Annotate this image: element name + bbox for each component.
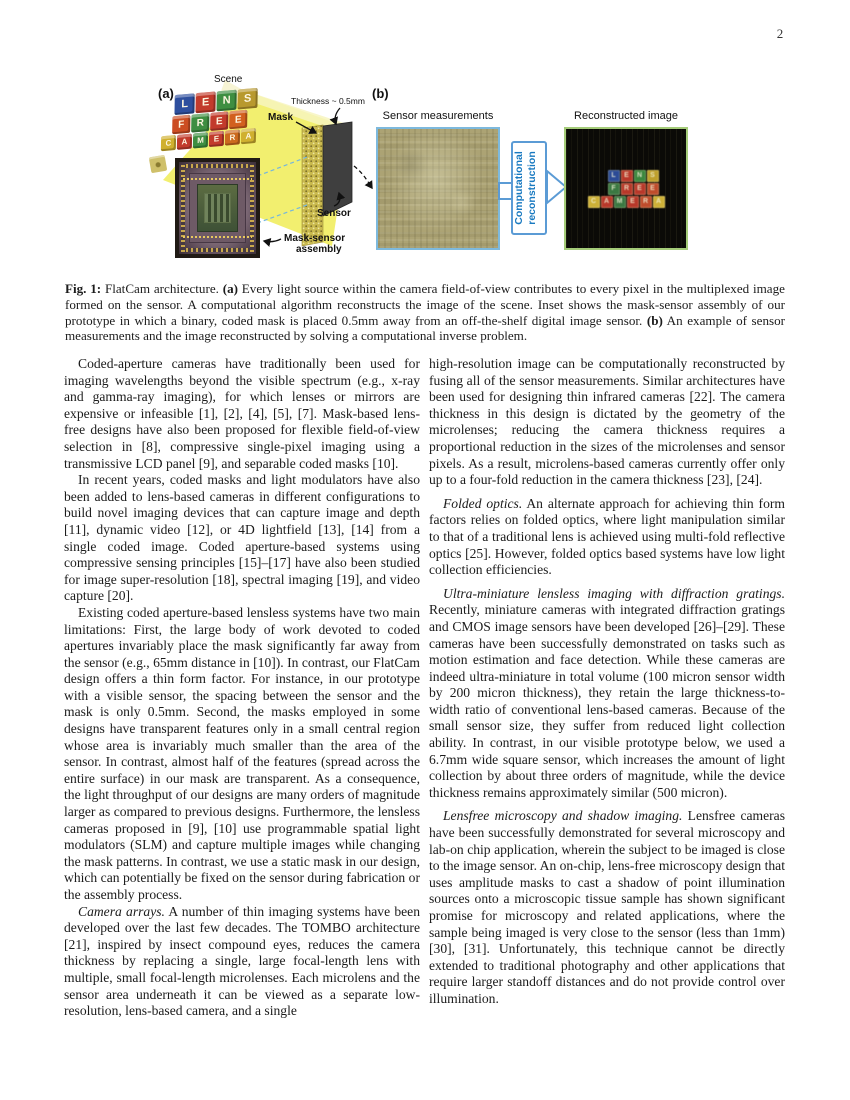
toy-block-lying (149, 155, 168, 174)
sensor-label: Sensor (317, 208, 351, 219)
reconstructed-image (564, 127, 688, 250)
toy-block: E (621, 170, 633, 182)
toy-block: A (241, 128, 256, 144)
paragraph-lead: Folded optics. (443, 495, 523, 511)
toy-block: E (195, 91, 215, 113)
toy-block: R (191, 113, 209, 133)
page-number: 2 (776, 26, 784, 41)
assembly-label (284, 233, 345, 255)
paragraph-text: Recently, miniature cameras with integrated diffraction gratings and CMOS image sensors have been developed [26]–[29]. These cameras have been successfully demonstrated on tasks such as motion estimation and face detection. While these cameras are indeed ultra-miniature in total volume (100 micron sensor width by 200 micron thickness), they retain the large thickness-to-width ratio of conventional lens-based cameras. Because of the small sensor size, they suffer from reduced light collection ability. In contrast, in our visible prototype below, we used a 6.7mm wide square sensor, which increases the amount of light collection by about three orders of magnitude, while the device thickness remains approximately similar (500 micron). (429, 602, 785, 800)
paragraph-text: An alternate approach for achieving thin form factors relies on folded optics, where light manipulation similar to that of a traditional lens is achieved using multi-fold reflective optics [25]. However, folded optics based systems have low light collection efficiencies. (429, 495, 785, 578)
toy-block: S (647, 170, 659, 182)
caption-text: Every light source within the camera field-of-view contributes to every pixel in the multiplexed image formed on the sensor. A computational algorithm reconstructs the image of the scene. Inset shows the mask-sensor assembly of our prototype in which a binary, coded mask is placed 0.5mm away from an off-the-shelf digital image sensor. (65, 281, 785, 328)
toy-block: E (634, 183, 646, 195)
toy-block: F (608, 183, 620, 195)
block-row (602, 170, 665, 182)
toy-block: L (174, 93, 194, 115)
toy-block: R (225, 129, 240, 145)
panel-b-label: (b) (372, 86, 389, 101)
toy-block: E (210, 111, 228, 131)
figure-1 (150, 70, 790, 276)
arrow-label-line2: reconstruction (526, 151, 538, 225)
sensor-measurements-image (376, 127, 500, 250)
toy-block: R (640, 196, 652, 208)
left-column (64, 356, 420, 1020)
toy-block: E (229, 110, 247, 130)
caption-tag: Fig. 1: (65, 281, 102, 296)
assembly-label-line2: assembly (296, 244, 342, 255)
chip-pins (181, 248, 254, 252)
reconstruction-arrow-box (511, 141, 547, 235)
assembly-label-line1: Mask-sensor (284, 233, 346, 244)
toy-block: C (588, 196, 600, 208)
toy-block: S (237, 88, 257, 110)
sensor-slab (323, 122, 352, 216)
paragraph-lead: Lensfree microscopy and shadow imaging. (443, 808, 683, 824)
right-column (429, 356, 785, 1008)
thickness-label: Thickness ~ 0.5mm (291, 96, 365, 106)
sensor-die-mask-pattern (204, 193, 231, 223)
mask-label: Mask (268, 112, 294, 123)
toy-block: M (193, 132, 208, 148)
caption-a: (a) (222, 281, 238, 296)
paragraph (64, 605, 420, 904)
arrow-label-line1: Computational (513, 151, 525, 225)
paragraph-text: Lensfree cameras have been successfully demonstrated for several microscopy and lab-on chip application, wherein the subject to be imaged is close to the image sensor. An on-chip, lens-free microscopy design that uses amplitude masks to cast a shadow of point illumination sources onto a microscopic tissue sample has shown significant promise for microscopy and related applications, where the sample being imaged is very close to the sensor (less than 1mm) [30], [31]. Unfortunately, this technique cannot be directly extended to traditional photography and other applications that require larger standoff distances and do not provide control over illumination. (429, 808, 785, 1006)
paragraph-lensfree-microscopy (429, 808, 785, 1007)
scene-label: Scene (214, 74, 243, 85)
paragraph-text: A number of thin imaging systems have been developed over the last few decades. The TOMBO architecture [21], inspired by insect compound eyes, reduces the camera thickness by replacing a single, large focal-length lens with multiple, small focal-length microlenses. Each microlens and the sensor area underneath it can be viewed as a separate low-resolution, lens-based camera, and a single (64, 903, 420, 1019)
mask-sensor-assembly-photo (175, 158, 260, 258)
figure-caption (65, 281, 785, 344)
paragraph (64, 472, 420, 605)
toy-block: M (614, 196, 626, 208)
paragraph-ultra-miniature (429, 586, 785, 802)
toy-block: A (177, 134, 192, 150)
sensor-die (197, 184, 238, 232)
mask-strip (302, 125, 323, 246)
caption-text: An example of sensor measurements and the image reconstructed by solving a computational inverse problem. (65, 312, 786, 344)
toy-block: E (209, 131, 224, 147)
paragraph-camera-arrays (64, 904, 420, 1020)
toy-block: A (653, 196, 665, 208)
toy-block: L (608, 170, 620, 182)
chip-bondwires (183, 236, 252, 238)
chip-bondwires (183, 178, 252, 180)
toy-block: C (161, 135, 176, 151)
block-row (602, 183, 665, 195)
toy-block: N (634, 170, 646, 182)
paragraph-lead: Ultra-miniature lensless imaging with diffraction gratings. (443, 585, 785, 601)
toy-block: E (627, 196, 639, 208)
sensor-measurements-title: Sensor measurements (382, 110, 494, 122)
toy-block: E (647, 183, 659, 195)
sensor-to-measurement-arrow (354, 166, 372, 188)
toy-block: F (172, 115, 190, 135)
reconstructed-image-title: Reconstructed image (574, 110, 678, 122)
paragraph-folded-optics (429, 496, 785, 579)
chip-pins (181, 164, 254, 168)
toy-block: R (621, 183, 633, 195)
paragraph (64, 356, 420, 472)
paragraph-text: Coded-aperture cameras have traditionally been used for imaging wavelengths beyond the visible spectrum (e.g., x-ray and gamma-ray imaging), for which lenses or mirrors are expensive or infeasible [1], [2], [4], [5], [7]. Mask-based lens-free designs have also been proposed for flexible field-of-view selection in [8], compressive single-pixel imaging using a transmissive LCD panel [9], and separable coded masks [10]. (64, 356, 420, 471)
caption-text: FlatCam architecture. (104, 281, 219, 296)
paragraph-text: In recent years, coded masks and light modulators have also been added to lens-based cameras in different configurations to build novel imaging devices that can capture image and depth [11], dynamic video [12], or 4D lightfield [13], [14] from a single coded image. Coded aperture-based systems using compressive sensing principles [15]–[17] have also been studied for image super-resolution [18], spectral imaging [19], and video capture [20]. (64, 472, 420, 604)
paragraph-text: high-resolution image can be computationally reconstructed by fusing all of the sensor measurements. Similar architectures have been used for designing thin infrared cameras [22]. The camera thickness in this design is dictated by the geometry of the microlenses; reducing the camera thickness requires a proportional reduction in the sizes of the microlenses and sensor pixels. As a result, microlens-based cameras currently offer only up to a four-fold reduction in the camera thickness [23], [24]. (429, 356, 785, 488)
caption-b: (b) (646, 312, 663, 328)
block-row (588, 196, 665, 208)
panel-a-label: (a) (158, 86, 174, 101)
paragraph-lead: Camera arrays. (78, 903, 165, 919)
toy-block: N (216, 90, 236, 112)
reconstruction-arrow-label (513, 141, 545, 235)
assembly-pointer-arrow (264, 239, 281, 242)
reconstructed-blocks (588, 170, 665, 208)
paragraph-text: Existing coded aperture-based lensless systems have two main limitations: First, the large body of work devoted to coded apertures invariably place the mask significantly far away from the sensor (e.g., 65mm distance in [10]). In contrast, our FlatCam design offers a thin form factor. For instance, in our prototype with a visible sensor, the spacing between the sensor and the mask is only 0.5mm. Second, the masks employed in some designs have transparent features only in a small central region whose area is invariably much smaller than the area of the sensor. In contrast, almost half of the features (spread across the entire surface) in our mask are transparent. As a consequence, the light throughput of our designs are many orders of magnitude larger as compared to previous designs. Furthermore, the lensless cameras proposed in [9], [10] use programmable spatial light modulators (SLM) and capture multiple images while changing the mask patterns. In contrast, we use a static mask in our design, which can potentially be fixed on the sensor during fabrication or the assembly process. (64, 604, 420, 902)
toy-block: A (601, 196, 613, 208)
paragraph (429, 356, 785, 489)
